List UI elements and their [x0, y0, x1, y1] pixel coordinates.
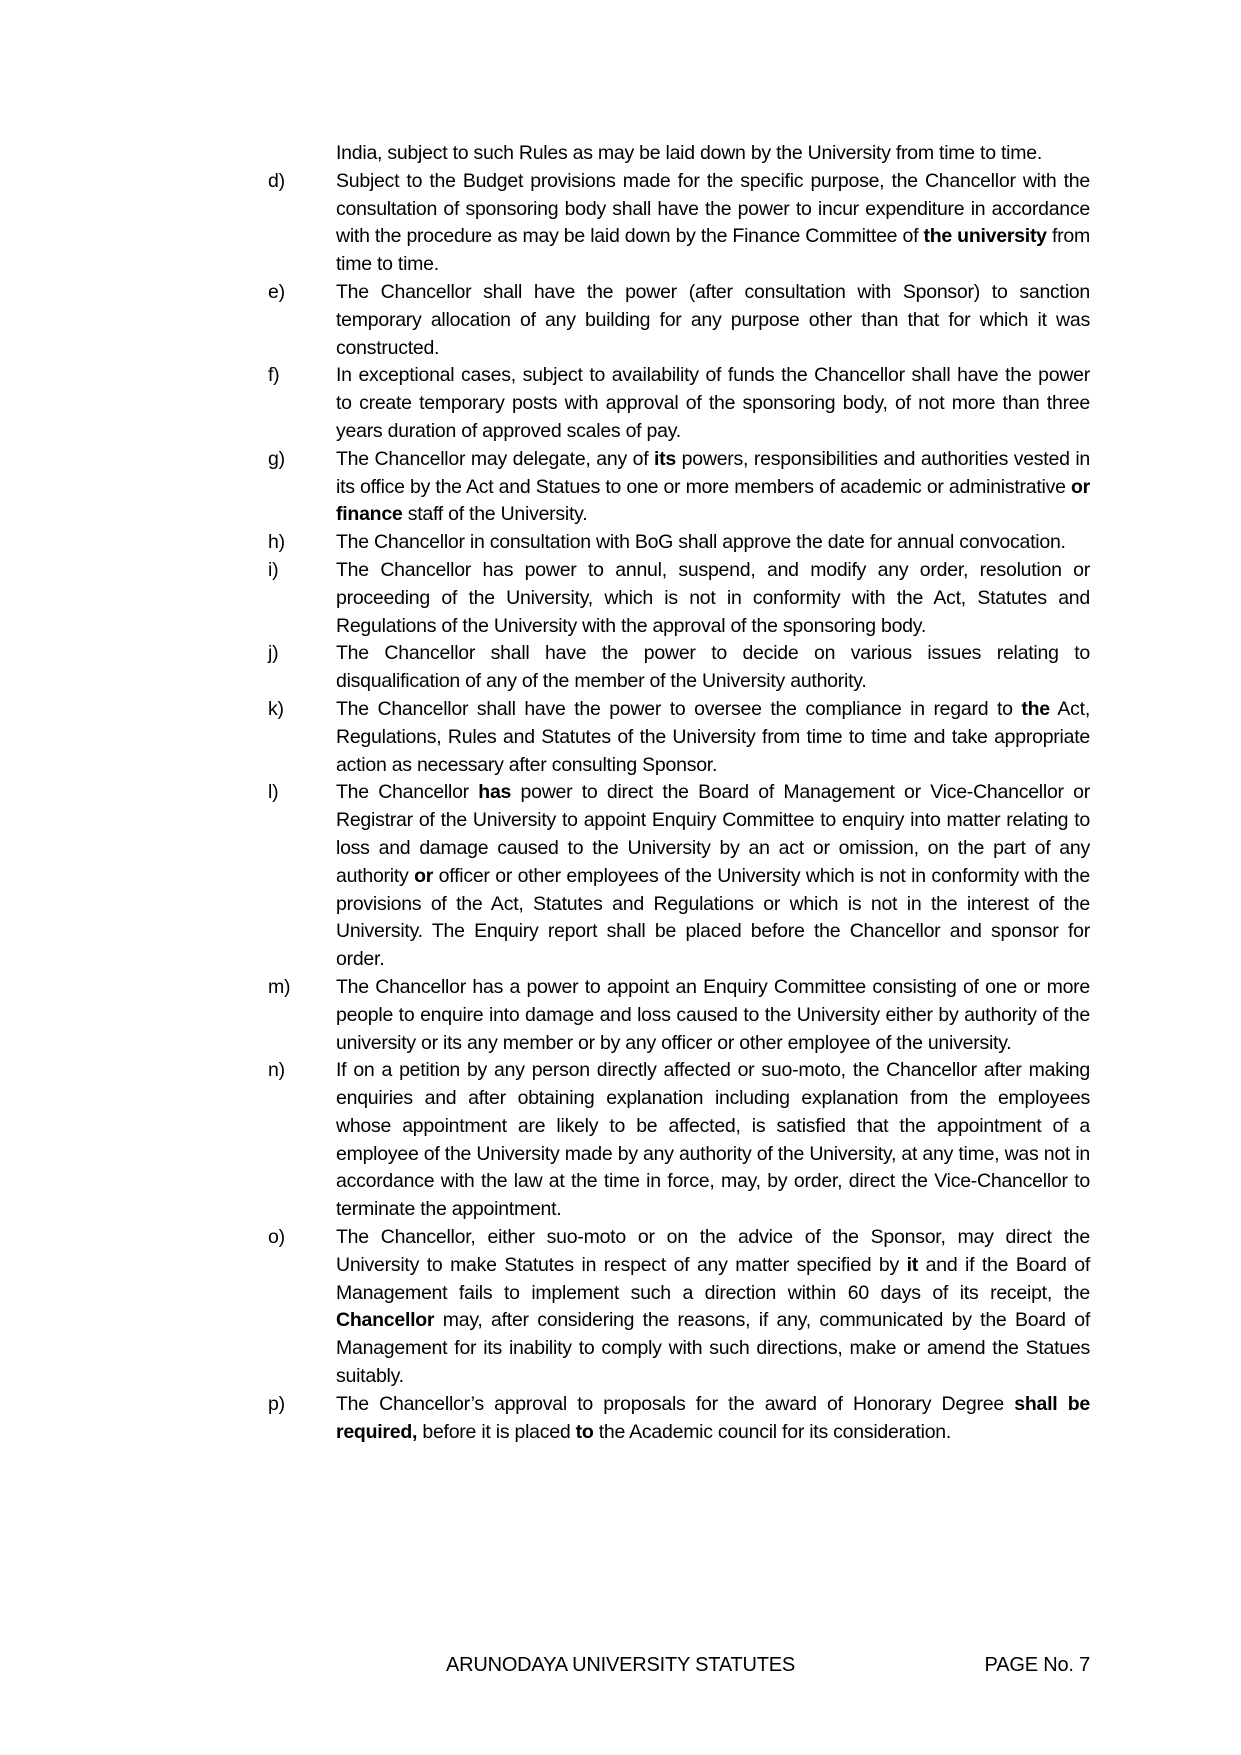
text-segment: The Chancellor in consultation with BoG shall approve the date for annual convocation.: [336, 531, 1066, 554]
item-text: [336, 1224, 1090, 1391]
item-label: k): [268, 697, 284, 720]
text-segment: to: [575, 1420, 594, 1443]
list-item: [268, 696, 1090, 779]
list-item: [268, 362, 1090, 445]
item-label: d): [268, 169, 285, 192]
text-segment: the university: [923, 225, 1047, 248]
list-item: [268, 279, 1090, 362]
list-item: [268, 446, 1090, 529]
text-segment: The Chancellor: [336, 781, 479, 804]
text-segment: it: [906, 1253, 919, 1276]
text-segment: Act, Regulations, Rules and Statutes of the University from time to time and take appropriate action as necessary after consulting Sponsor.: [336, 697, 1090, 776]
item-text: [336, 696, 1090, 779]
item-label: j): [268, 642, 279, 665]
item-text: [336, 362, 1090, 445]
text-segment: from time to time.: [336, 225, 1090, 276]
footer-page-number: PAGE No. 7: [984, 1654, 1090, 1676]
text-segment: The Chancellor has a power to appoint an Enquiry Committee consisting of one or more people to enquire into damage and loss caused to the University either by authority of the university or its any member or by any officer or other employee of the university.: [336, 975, 1090, 1054]
list-item: [268, 1224, 1090, 1391]
item-label: h): [268, 531, 285, 554]
item-label: g): [268, 447, 285, 470]
text-segment: may, after considering the reasons, if any, communicated by the Board of Management for its inability to comply with such directions, make or amend the Statues suitably.: [336, 1309, 1090, 1388]
text-segment: The Chancellor shall have the power to decide on various issues relating to disqualification of any of the member of the University authority.: [336, 642, 1090, 693]
text-segment: The Chancellor, either suo-moto or on the advice of the Sponsor, may direct the University to make Statutes in respect of any matter specified by: [336, 1226, 1090, 1276]
item-label: n): [268, 1059, 285, 1082]
text-segment: officer or other employees of the University which is not in conformity with the provisions of the Act, Statutes and Regulations or which is not in the interest of the University. The Enquiry report shall be placed before the Chancellor and sponsor for order.: [336, 864, 1090, 971]
text-segment: Subject to the Budget provisions made for the specific purpose, the Chancellor with the consultation of sponsoring body shall have the power to incur expenditure in accordance with the procedure as may be laid down by the Finance Committee of: [336, 169, 1090, 248]
item-text: [336, 1391, 1090, 1447]
item-label: p): [268, 1392, 285, 1415]
text-segment: the: [1021, 697, 1050, 720]
text-segment: The Chancellor shall have the power to oversee the compliance in regard to: [336, 697, 1022, 720]
item-label: e): [268, 280, 285, 303]
list-item: [268, 557, 1090, 640]
text-segment: the Academic council for its consideration.: [593, 1420, 952, 1443]
text-segment: If on a petition by any person directly affected or suo-moto, the Chancellor after making enquiries and after obtaining explanation including explanation from the employees whose appointment are likely to be affected, is satisfied that the appointment of a employee of the University made by any authority of the University, at any time, was not in accordance with the law at the time in force, may, by order, direct the Vice-Chancellor to terminate the appointment.: [336, 1059, 1090, 1221]
text-segment: The Chancellor may delegate, any of: [336, 447, 655, 470]
list-item: [268, 974, 1090, 1057]
item-text: [336, 168, 1090, 279]
item-label: f): [268, 364, 280, 387]
text-segment: or finance: [336, 475, 1090, 526]
text-segment: or: [414, 864, 434, 887]
item-label: o): [268, 1226, 285, 1249]
item-text: [336, 779, 1090, 974]
item-text: [336, 640, 1090, 696]
text-segment: Chancellor: [336, 1309, 435, 1332]
item-text: [336, 1057, 1090, 1224]
text-segment: and if the Board of Management fails to implement such a direction within 60 days of its receipt, the: [336, 1253, 1090, 1304]
item-label: m): [268, 975, 291, 998]
text-segment: before it is placed: [417, 1420, 576, 1443]
list-item: [268, 779, 1090, 974]
text-segment: The Chancellor’s approval to proposals for the award of Honorary Degree: [336, 1392, 1015, 1415]
list-item: [268, 1057, 1090, 1224]
list-item: [268, 168, 1090, 279]
footer-document-title: ARUNODAYA UNIVERSITY STATUTES: [445, 1654, 796, 1676]
list-item: [268, 640, 1090, 696]
text-segment: shall be required,: [336, 1392, 1090, 1443]
item-text: [336, 529, 1090, 557]
text-segment: power to direct the Board of Management or Vice-Chancellor or Registrar of the University to appoint Enquiry Committee to enquiry into matter relating to loss and damage caused to the University by an act or omission, on the part of any authority: [336, 781, 1090, 887]
text-segment: India, subject to such Rules as may be laid down by the University from time to time.: [336, 142, 1042, 164]
item-text: [336, 446, 1090, 529]
text-segment: has: [478, 781, 512, 804]
item-text: [336, 140, 1090, 168]
text-segment: The Chancellor shall have the power (after consultation with Sponsor) to sanction temporary allocation of any building for any purpose other than that for which it was constructed.: [336, 280, 1090, 359]
list-item: [268, 1391, 1090, 1447]
list-item: [268, 140, 1090, 168]
item-text: [336, 279, 1090, 362]
text-segment: powers, responsibilities and authorities vested in its office by the Act and Statues to one or more members of academic or administrative: [336, 447, 1090, 498]
item-label: l): [268, 781, 279, 804]
statute-list: [268, 140, 1090, 1446]
text-segment: its: [654, 447, 677, 470]
text-segment: In exceptional cases, subject to availability of funds the Chancellor shall have the power to create temporary posts with approval of the sponsoring body, of not more than three years duration of approved scales of pay.: [336, 364, 1090, 442]
text-segment: The Chancellor has power to annul, suspend, and modify any order, resolution or proceeding of the University, which is not in conformity with the Act, Statutes and Regulations of the University with the approval of the sponsoring body.: [336, 558, 1090, 637]
item-text: [336, 974, 1090, 1057]
item-label: i): [268, 558, 279, 581]
page-footer: [0, 1650, 1241, 1680]
text-segment: staff of the University.: [402, 503, 588, 526]
item-text: [336, 557, 1090, 640]
list-item: [268, 529, 1090, 557]
